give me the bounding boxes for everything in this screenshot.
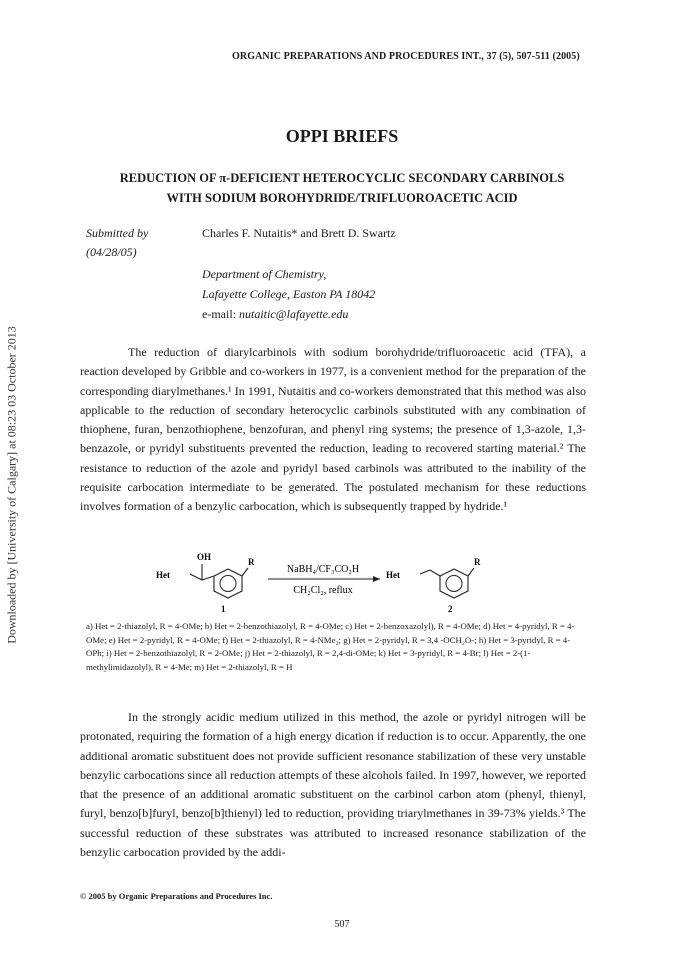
authors: Charles F. Nutaitis* and Brett D. Swartz (202, 226, 396, 240)
email-line (202, 307, 348, 322)
download-note: Downloaded by [University of Calgary] at 08:23 03 October 2013 (4, 326, 19, 644)
submission-date: (04/28/05) (86, 245, 137, 259)
hydroxyl-label: OH (197, 552, 212, 562)
page-number: 507 (334, 919, 350, 930)
email-address[interactable]: nutaitic@lafayette.edu (238, 307, 349, 321)
running-head: ORGANIC PREPARATIONS AND PROCEDURES INT., 37 (5), 507-511 (2005) (232, 51, 580, 62)
reagent-label: NaBH₄/CF₃CO₂H (286, 564, 360, 575)
reaction-scheme (118, 550, 538, 616)
download-watermark (2, 300, 22, 670)
r-label-start: R (248, 557, 255, 567)
department: Department of Chemistry, (202, 267, 327, 281)
het-label-start: Het (156, 570, 170, 580)
scheme-caption: a) Het = 2-thiazolyl, R = 4-OMe; b) Het = 2-benzothiazolyl, R = 4-OMe; c) Het = 2-benzoxazolyl), R = 4-OMe; d) Het = 4-pyridyl, R = 4-OMe; e) Het = 2-pyridyl, R = 4-OMe; f) Het = 2-thiazolyl, R = 4-NMe₂; g) Het = 2-pyridyl, R = 3,4 -OCH₂O-; h) Het = 3-pyridyl, R = 4-OPh; i) Het = 2-benzothiazolyl, R = 2-OMe; j) Het = 2-thiazolyl, R = 2,4-di-OMe; k) Het = 3-pyridyl, R = 4-Br; l) Het = 2-(1-methylimidazolyl), R = 4-Me; m) Het = 2-thiazolyl, R = H (86, 621, 575, 672)
copyright-notice: © 2005 by Organic Preparations and Procedures Inc. (80, 891, 273, 901)
college-address: Lafayette College, Easton PA 18042 (202, 287, 376, 301)
compound-label-2: 2 (448, 604, 453, 614)
r-label-product: R (474, 557, 481, 567)
intro-paragraph (80, 343, 586, 517)
conditions-label: CH₂Cl₂, reflux (293, 585, 353, 596)
starting-carbinol-structure (190, 564, 248, 598)
article-title-line2: WITH SODIUM BOROHYDRIDE/TRIFLUOROACETIC ACID (166, 191, 518, 205)
product-structure (420, 568, 474, 598)
het-label-product: Het (386, 570, 400, 580)
email-label: e-mail: (202, 307, 239, 321)
article-title-line1: REDUCTION OF π-DEFICIENT HETEROCYCLIC SECONDARY CARBINOLS (119, 171, 565, 185)
submitted-by-label: Submitted by (86, 226, 149, 240)
paragraph-2-text: In the strongly acidic medium utilized in this method, the azole or pyridyl nitrogen will be protonated, requiring the formation of a high energy dication if reduction is to occur. Apparently, the one additional aromatic substituent does not provide sufficient resonance stabilization of these very unstable benzylic carbocations since all reduction attempts of these alcohols failed. In 1997, however, we reported that the presence of an additional aromatic substituent on the carbinol carbon atom (phenyl, thienyl, furyl, benzo[b]furyl, benzo[b]thienyl) led to reduction, providing triarylmethanes in 39-73% yields.³ The successful reduction of these substrates was attributed to increased resonance stabilization of the benzylic carbocation provided by the addi- (80, 710, 586, 860)
section-title: OPPI BRIEFS (285, 126, 399, 146)
discussion-paragraph (80, 708, 586, 862)
compound-label-1: 1 (221, 604, 226, 614)
paragraph-1-text: The reduction of diarylcarbinols with sodium borohydride/trifluoroacetic acid (TFA), a reaction developed by Gribble and co-workers in 1977, is a convenient method for the preparation of the corresponding diarylmethanes.¹ In 1991, Nutaitis and co-workers demonstrated that this method was also applicable to the reduction of secondary heterocyclic carbinols substituted with any combination of thiophene, furan, benzothiophene, benzofuran, and phenyl ring systems; the presence of 1,3-azole, 1,3-benzazole, or pyridyl substituents prevented the reduction, leading to recovered starting material.² The resistance to reduction of the azole and pyridyl based carbinols was attributed to the inability of the requisite carbocation intermediate to be generated. The postulated mechanism for these reductions involves formation of a benzylic carbocation, which is subsequently trapped by hydride.¹ (80, 345, 586, 514)
